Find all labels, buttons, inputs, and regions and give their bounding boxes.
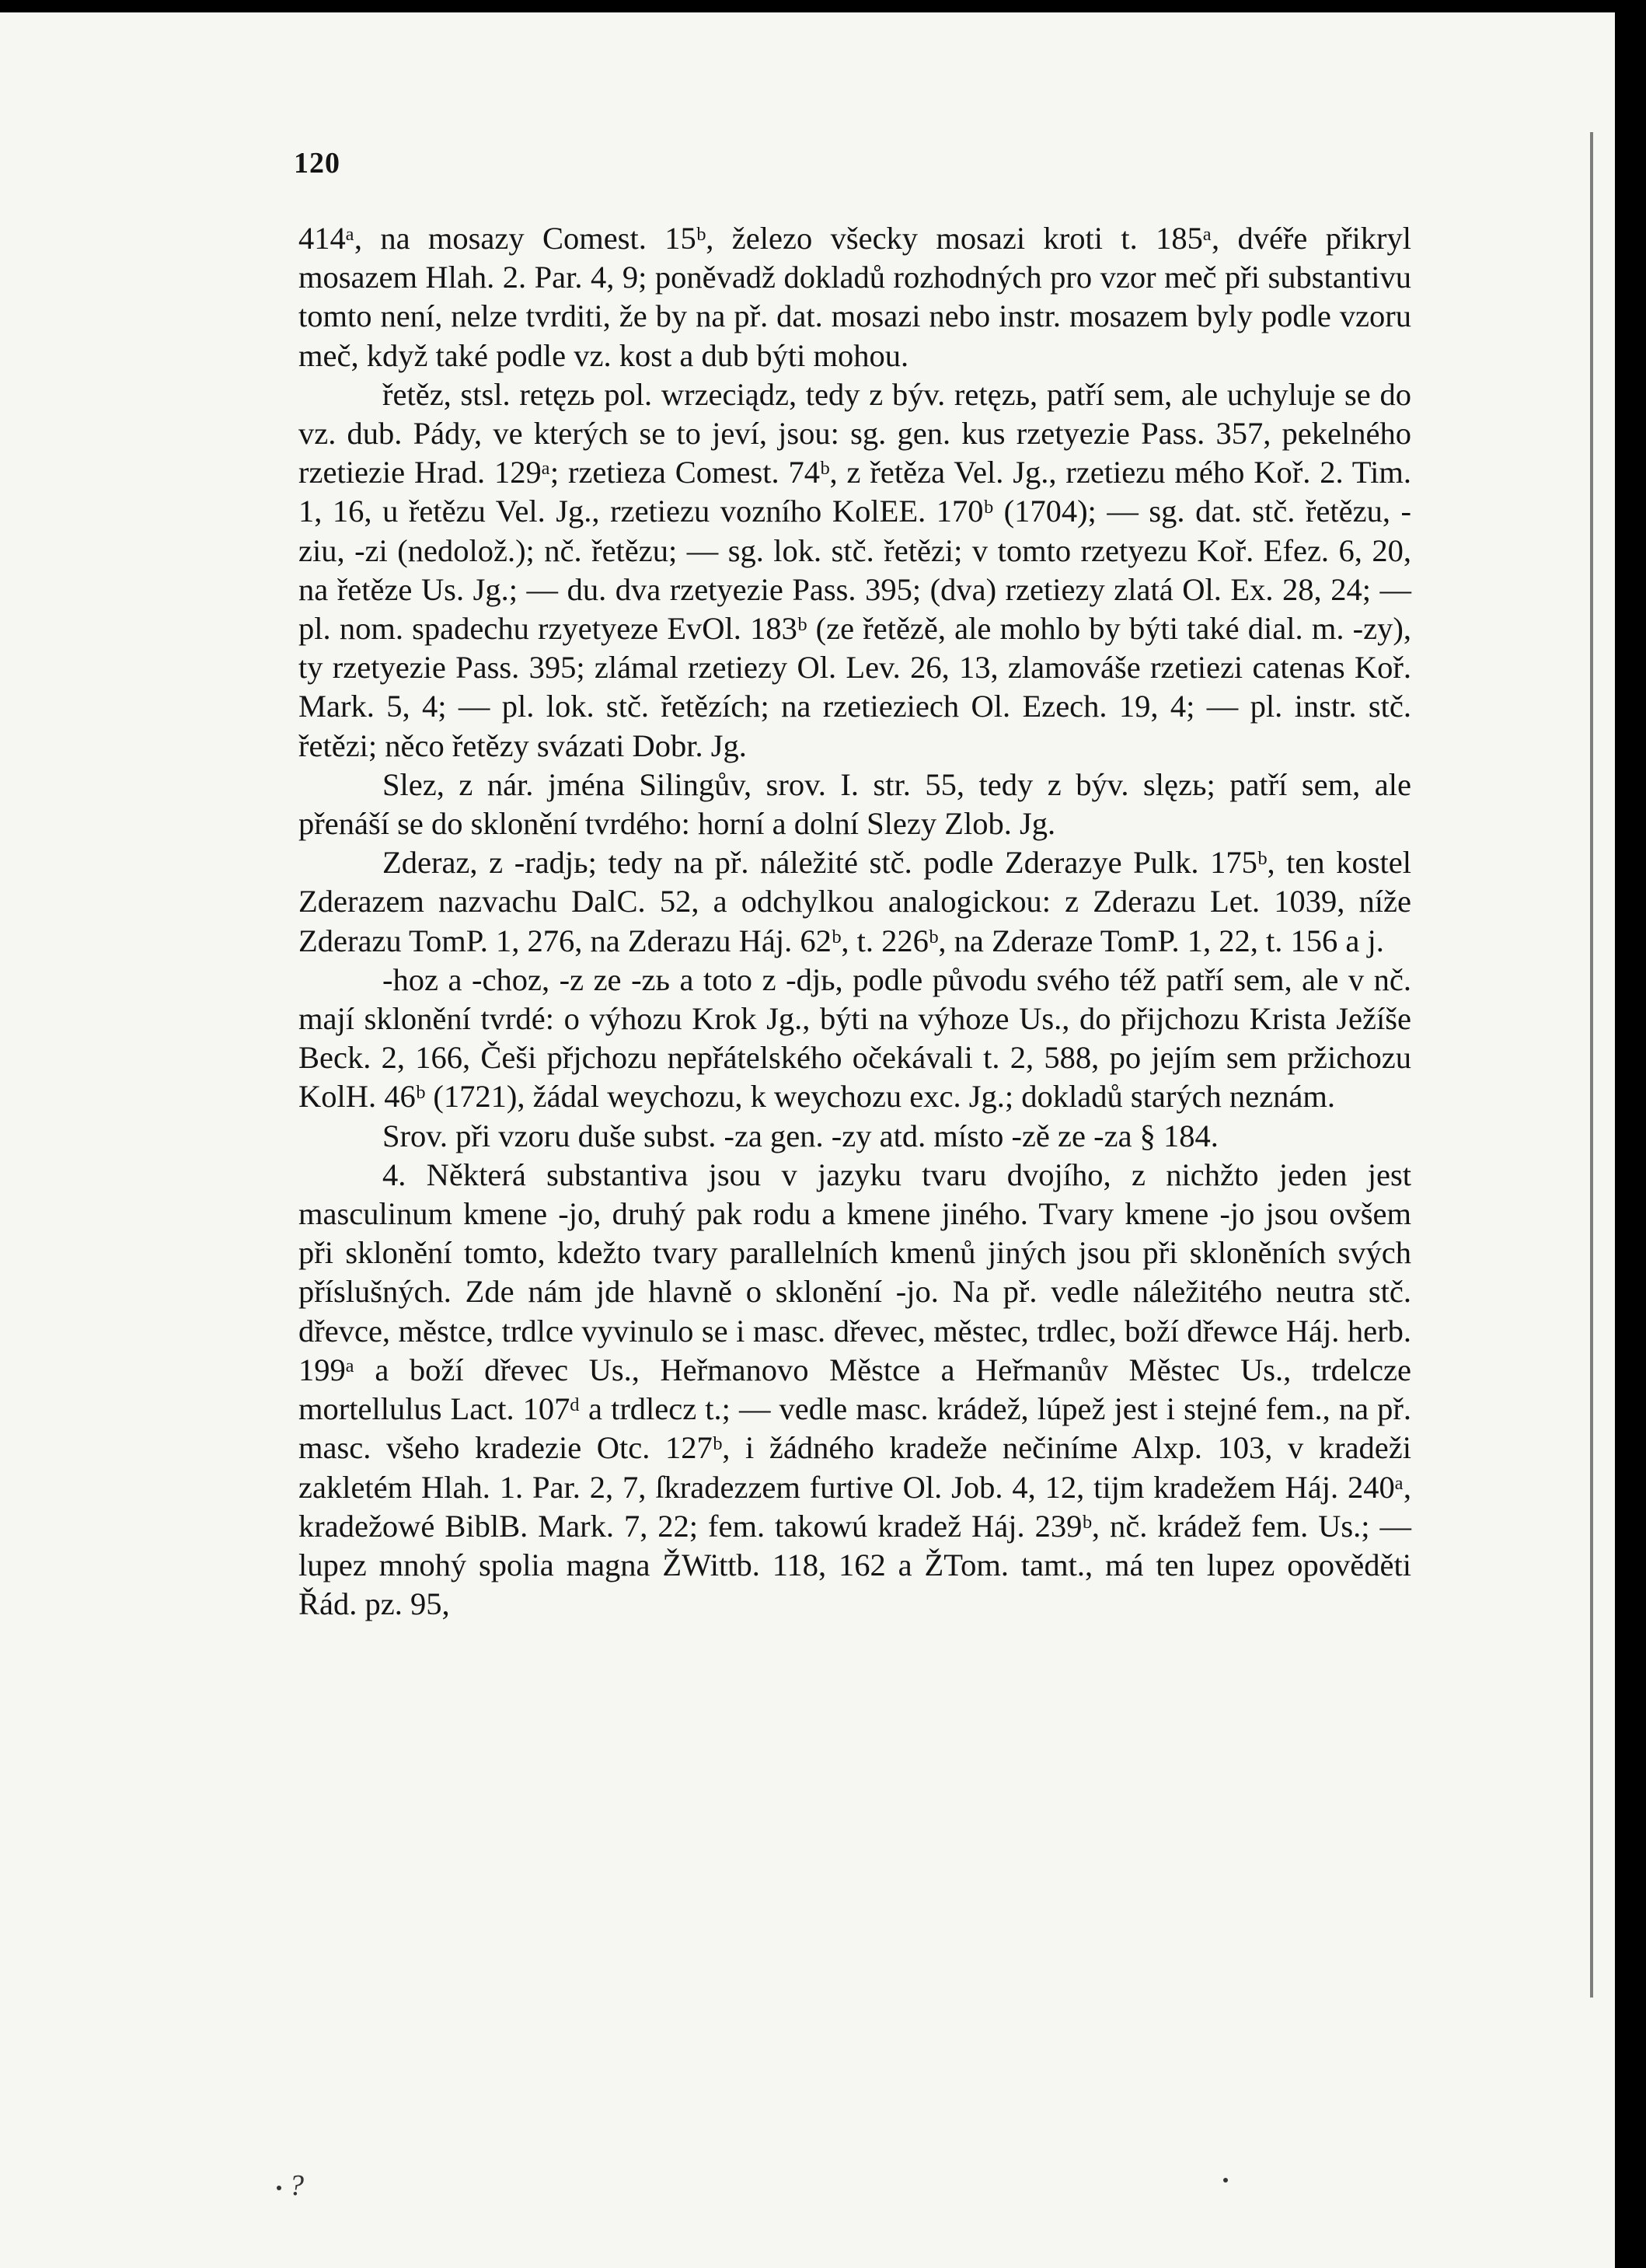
page-edge-shadow [1590, 132, 1593, 1998]
paragraph-3: Slez, z nár. jména Silingův, srov. I. str. 55, tedy z býv. slęzь; patří sem, ale přenáší se do sklonění tvrdého: horní a dolní Slezy Zlob. Jg. [298, 766, 1411, 842]
paragraph-5: -hoz a -choz, -z ze -zь a toto z -djь, podle původu svého též patří sem, ale v nč. mají sklonění tvrdé: o výhozu Krok Jg., býti na výhoze Us., do přijchozu Krista Ježíše Beck. 2, 166, Češi přjchozu nepřátelského očekávali t. 2, 588, po jejím sem pržichozu KolH. 46ᵇ (1721), žádal weychozu, k weychozu exc. Jg.; dokladů starých neznám. [298, 961, 1411, 1115]
scan-edge-right [1615, 0, 1646, 2268]
paragraph-7: 4. Některá substantiva jsou v jazyku tvaru dvojího, z nichžto jeden jest masculinum kmene -jo, druhý pak rodu a kmene jiného. Tvary kmene -jo jsou ovšem při sklonění tomto, kdežto tvary parallelních kmenů jiných jsou při skloněních svých příslušných. Zde nám jde hlavně o sklonění -jo. Na př. vedle náležitého neutra stč. dřevce, městce, trdlce vyvinulo se i masc. dřevec, městec, trdlec, boží dřewce Háj. herb. 199ᵃ a boží dřevec Us., Heřmanovo Městce a Heřmanův Městec Us., trdelcze mortellulus Lact. 107ᵈ a trdlecz t.; — vedle masc. krádež, lúpež jest i stejné fem., na př. masc. všeho kradezie Otc. 127ᵇ, i žádného kradeže nečiníme Alxp. 103, v kradeži zakletém Hlah. 1. Par. 2, 7, ſkradezzem furtive Ol. Job. 4, 12, tijm kradežem Háj. 240ᵃ, kradežowé BiblB. Mark. 7, 22; fem. takowú kradež Háj. 239ᵇ, nč. krádež fem. Us.; — lupez mnohý spolia magna ŽWittb. 118, 162 a ŽTom. tamt., má ten lupez opověděti Řád. pz. 95, [298, 1157, 1411, 1622]
scan-speck [1223, 2178, 1228, 2183]
paragraph-2: řetěz, stsl. retęzь pol. wrzeciądz, tedy z býv. retęzь, patří sem, ale uchyluje se do vz. dub. Pády, ve kterých se to jeví, jsou: sg. gen. kus rzetyezie Pass. 357, pekelného rzetiezie Hrad. 129ᵃ; rzetieza Comest. 74ᵇ, z řetěza Vel. Jg., rzetiezu mého Koř. 2. Tim. 1, 16, u řetězu Vel. Jg., rzetiezu vozního KolEE. 170ᵇ (1704); — sg. dat. stč. řetězu, -ziu, -zi (nedolož.); nč. řetězu; — sg. lok. stč. řetězi; v tomto rzetyezu Koř. Efez. 6, 20, na řetěze Us. Jg.; — du. dva rzetyezie Pass. 395; (dva) rzetiezy zlatá Ol. Ex. 28, 24; — pl. nom. spadechu rzyetyeze EvOl. 183ᵇ (ze řetězě, ale mohlo by býti také dial. m. -zy), ty rzetyezie Pass. 395; zlámal rzetiezy Ol. Lev. 26, 13, zlamováše rzetiezi catenas Koř. Mark. 5, 4; — pl. lok. stč. řetězích; na rzetieziech Ol. Ezech. 19, 4; — pl. instr. stč. řetězi; něco řetězy svázati Dobr. Jg. [298, 376, 1411, 763]
page-number: 120 [294, 147, 340, 180]
paragraph-4: Zderaz, z -radjь; tedy na př. náležité stč. podle Zderazye Pulk. 175ᵇ, ten kostel Zderazem nazvachu DalC. 52, a odchylkou analogickou: z Zderazu Let. 1039, níže Zderazu TomP. 1, 276, na Zderazu Háj. 62ᵇ, t. 226ᵇ, na Zderaze TomP. 1, 22, t. 156 a j. [298, 845, 1411, 958]
margin-mark: ? [289, 2169, 304, 2202]
paragraph-1: 414ᵃ, na mosazy Comest. 15ᵇ, železo všecky mosazi kroti t. 185ᵃ, dvéře přikryl mosazem Hlah. 2. Par. 4, 9; poněvadž dokladů rozhodných pro vzor meč při substantivu tomto není, nelze tvrditi, že by na př. dat. mosazi nebo instr. mosazem byly podle vzoru meč, když také podle vz. kost a dub býti mohou. [298, 221, 1411, 373]
paragraph-6: Srov. při vzoru duše subst. -za gen. -zy atd. místo -zě ze -za § 184. [382, 1118, 1219, 1153]
scan-speck [277, 2186, 281, 2190]
scan-edge-top [0, 0, 1646, 12]
body-text [298, 219, 1411, 1624]
